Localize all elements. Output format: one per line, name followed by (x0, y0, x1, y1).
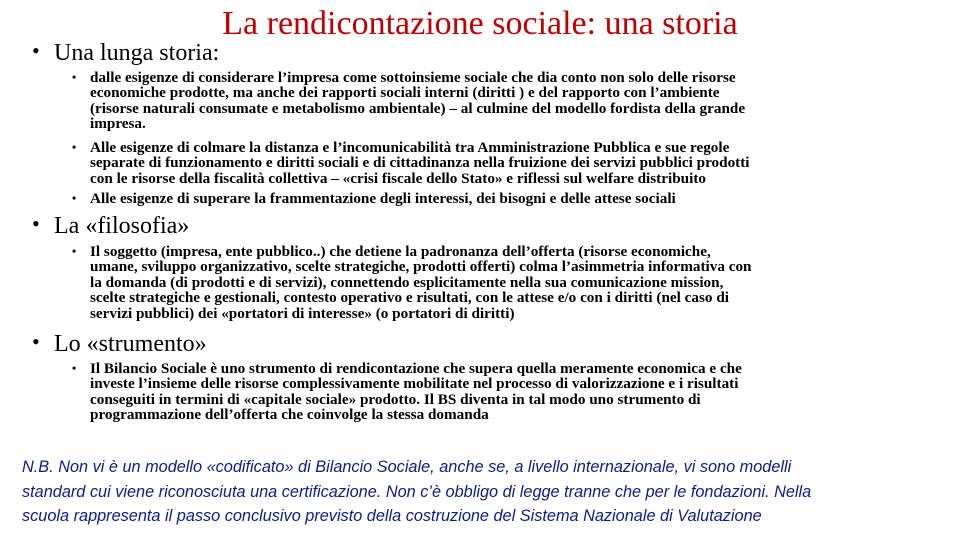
list-item-text (90, 70, 920, 132)
text-line: scelte strategiche e gestionali, contesto operativo e risultati, con le attese e/o con i diritti (nel caso di (90, 289, 729, 307)
section-heading-text: Una lunga storia: (54, 40, 220, 66)
slide-title: La rendicontazione sociale: una storia (222, 5, 738, 42)
bullet-icon: • (32, 329, 40, 354)
section-heading-text: Lo «strumento» (54, 331, 207, 357)
list-item-text (90, 361, 920, 423)
text-line: servizi pubblici) dei «portatori di interesse» (o portatori di diritti) (90, 304, 515, 322)
footnote-line: scuola rappresenta il passo conclusivo previsto della costruzione del Sistema Nazionale di Valutazione (22, 507, 762, 525)
bullet-icon: • (72, 140, 77, 154)
text-line: impresa. (90, 115, 146, 133)
text-line: investe l’insieme delle risorse complessivamente mobilitate nel processo di valorizzazione e i risultati (90, 375, 739, 393)
text-line: Alle esigenze di superare la frammentazione degli interessi, dei bisogni e delle attese sociali (90, 190, 676, 207)
text-line: separate di funzionamento e diritti sociali e di cittadinanza nella fruizione dei servizi pubblici prodotti (90, 154, 750, 172)
list-item-text (90, 244, 920, 321)
text-line: Il Bilancio Sociale è uno strumento di rendicontazione che supera quella meramente economica e che (90, 360, 742, 377)
section-heading-text: La «filosofia» (54, 213, 190, 239)
footnote-line: N.B. Non vi è un modello «codificato» di Bilancio Sociale, anche se, a livello internazionale, vi sono modelli (22, 458, 792, 476)
bullet-icon: • (32, 211, 40, 236)
footnote-line: standard cui viene riconosciuta una certificazione. Non c’è obbligo di legge tranne che per le fondazioni. Nella (22, 482, 812, 501)
bullet-icon: • (72, 70, 77, 84)
bullet-icon: • (72, 244, 77, 258)
list-item-text (90, 191, 920, 206)
bullet-icon: • (72, 191, 77, 205)
footnote (22, 455, 942, 529)
text-line: Alle esigenze di colmare la distanza e l’incomunicabilità tra Amministrazione Pubblica e sue regole (90, 139, 730, 156)
text-line: (risorse naturali consumate e metabolismo ambientale) – al culmine del modello fordista della grande (90, 99, 746, 117)
bullet-icon: • (72, 361, 77, 375)
text-line: conseguiti in termini di «capitale sociale» prodotto. Il BS diventa in tal modo uno strumento di (90, 390, 701, 408)
bullet-icon: • (32, 38, 40, 63)
text-line: programmazione dell’offerta che coinvolge la stessa domanda (90, 406, 489, 424)
text-line: economiche prodotte, ma anche dei rapporti sociali interni (diritti ) e del rapporto con l’ambiente (90, 84, 720, 102)
text-line: con le risorse della fiscalità collettiva – «crisi fiscale dello Stato» e riflessi sul welfare distribuito (90, 169, 706, 187)
text-line: la domanda (di prodotti e di servizi), connettendo esplicitamente nella sua comunicazione mission, (90, 273, 724, 291)
text-line: umane, sviluppo organizzativo, scelte strategiche, prodotti offerti) colma l’asimmetria informativa con (90, 258, 752, 276)
text-line: dalle esigenze di considerare l’impresa come sottoinsieme sociale che dia conto non solo delle risorse (90, 69, 736, 86)
list-item-text (90, 140, 920, 186)
text-line: Il soggetto (impresa, ente pubblico..) che detiene la padronanza dell’offerta (risorse economiche, (90, 243, 711, 260)
